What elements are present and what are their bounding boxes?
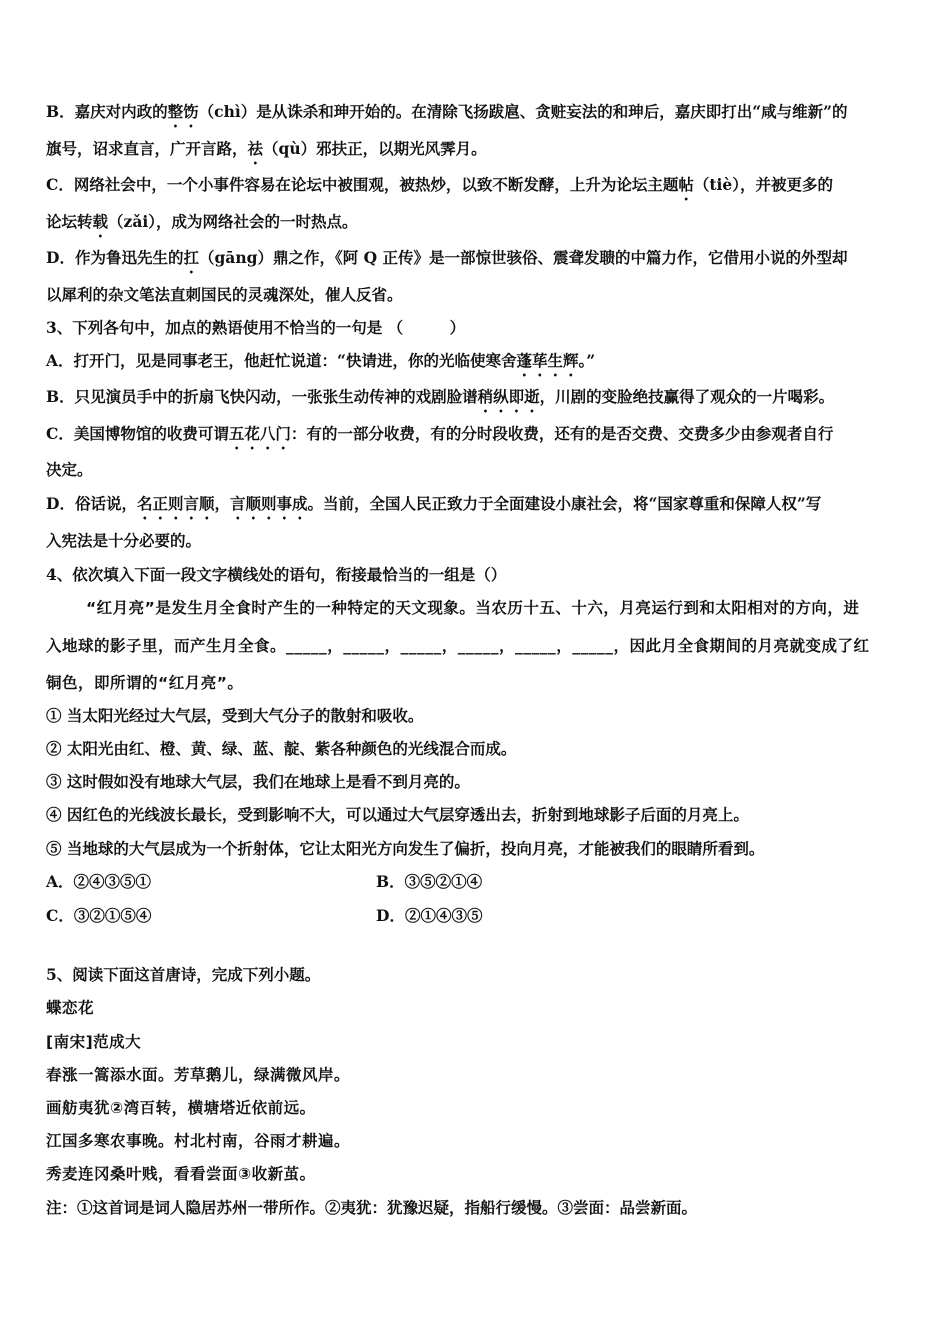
q4-item-5: ⑤ 当地球的大气层成为一个折射体，它让太阳光方向发生了偏折，投向月亮，才能被我们的眼睛所看到。 bbox=[46, 839, 765, 858]
q3-option-d-line1: D．俗话说，名正则言顺，言顺则事成。当前，全国人民正致力于全面建设小康社会，将“国家尊重和保障人权”写 bbox=[46, 494, 822, 513]
q2-option-c-line1: C．网络社会中，一个小事件容易在论坛中被围观，被热炒，以致不断发酵，上升为论坛主题帖（tiè），并被更多的 bbox=[46, 175, 834, 194]
q4-item-2: ② 太阳光由红、橙、黄、绿、蓝、靛、紫各种颜色的光线混合而成。 bbox=[46, 739, 517, 758]
q2-option-c-line2: 论坛转载（zǎi），成为网络社会的一时热点。 bbox=[46, 212, 358, 231]
q4-passage-line2: 入地球的影子里，而产生月全食。_____，_____，_____，_____，_____，_____，因此月全食期间的月亮就变成了红 bbox=[46, 637, 870, 655]
q3-option-c-line2: 决定。 bbox=[46, 460, 93, 479]
q3-option-c-line1: C．美国博物馆的收费可谓五花八门：有的一部分收费，有的分时段收费，还有的是否交费、交费多少由参观者自行 bbox=[46, 424, 834, 443]
poem-notes: 注：①这首词是词人隐居苏州一带所作。②夷犹：犹豫迟疑，指船行缓慢。③尝面：品尝新面。 bbox=[46, 1198, 698, 1217]
poem-line-2: 画舫夷犹②湾百转，横塘塔近依前远。 bbox=[46, 1099, 316, 1117]
poem-line-3: 江国多寒农事晚。村北村南，谷雨才耕遍。 bbox=[46, 1132, 351, 1150]
q2-option-b-line2: 旗号，诏求直言，广开言路，祛（qù）邪扶正，以期光风霁月。 bbox=[46, 139, 487, 158]
q3-option-a: A．打开门，见是同事老王，他赶忙说道：“快请进，你的光临使寒舍蓬荜生辉。” bbox=[46, 351, 596, 370]
q4-option-c: C．③②①⑤④ bbox=[46, 906, 152, 925]
q2-option-d-line1: D．作为鲁迅先生的扛（gāng）鼎之作，《阿 Q 正传》是一部惊世骇俗、震聋发聩的中篇力作，它借用小说的外型却 bbox=[46, 248, 848, 267]
q4-option-b: B．③⑤②①④ bbox=[376, 872, 483, 891]
q5-stem: 5、阅读下面这首唐诗，完成下列小题。 bbox=[46, 965, 321, 984]
q2-option-b-line1: B．嘉庆对内政的整饬（chì）是从诛杀和珅开始的。在清除飞扬跋扈、贪赃妄法的和珅后，嘉庆即打出“咸与维新”的 bbox=[46, 102, 848, 121]
poem-author: [南宋]范成大 bbox=[46, 1033, 142, 1051]
poem-title: 蝶恋花 bbox=[46, 999, 95, 1017]
q4-passage-line3: 铜色，即所谓的“红月亮”。 bbox=[46, 674, 244, 692]
poem-line-4: 秀麦连冈桑叶贱，看看尝面③收新茧。 bbox=[46, 1165, 316, 1183]
q4-item-3: ③ 这时假如没有地球大气层，我们在地球上是看不到月亮的。 bbox=[46, 772, 470, 791]
q4-passage-line1: “红月亮”是发生月全食时产生的一种特定的天文现象。当农历十五、十六，月亮运行到和太阳相对的方向，进 bbox=[86, 599, 860, 617]
q2-option-d-line2: 以犀利的杂文笔法直刺国民的灵魂深处，催人反省。 bbox=[46, 285, 403, 304]
q3-option-b: B．只见演员手中的折扇飞快闪动，一张张生动传神的戏剧脸谱稍纵即逝，川剧的变脸绝技赢得了观众的一片喝彩。 bbox=[46, 387, 835, 406]
poem-line-1: 春涨一篙添水面。芳草鹅儿，绿满微风岸。 bbox=[46, 1066, 351, 1084]
q4-item-4: ④ 因红色的光线波长最长，受到影响不大，可以通过大气层穿透出去，折射到地球影子后面的月亮上。 bbox=[46, 805, 749, 824]
q4-stem: 4、依次填入下面一段文字横线处的语句，衔接最恰当的一组是（） bbox=[46, 565, 507, 584]
q3-option-d-line2: 入宪法是十分必要的。 bbox=[46, 531, 202, 550]
q4-item-1: ① 当太阳光经过大气层，受到大气分子的散射和吸收。 bbox=[46, 706, 424, 725]
q4-option-d: D．②①④③⑤ bbox=[376, 906, 483, 925]
q4-option-a: A．②④③⑤① bbox=[46, 872, 152, 891]
q3-stem: 3、下列各句中，加点的熟语使用不恰当的一句是 （ ） bbox=[46, 318, 466, 337]
